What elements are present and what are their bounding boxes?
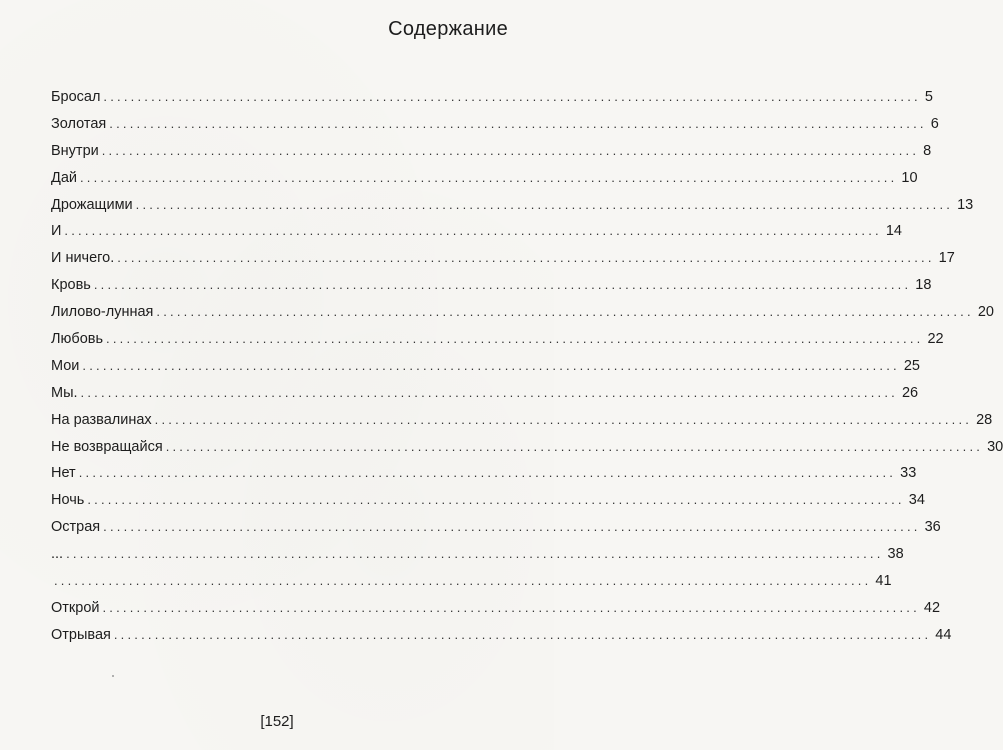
toc-entry-title: Любовь bbox=[51, 331, 104, 348]
toc-entry bbox=[51, 111, 939, 138]
table-of-contents bbox=[51, 84, 1003, 649]
toc-dot-leader: ........................................................................................................................ bbox=[117, 250, 935, 266]
toc-entry bbox=[51, 218, 902, 245]
toc-dot-leader: ........................................................................................................................ bbox=[106, 331, 924, 347]
toc-dot-leader: ........................................................................................................................ bbox=[154, 411, 973, 427]
toc-entry-title: Мы. bbox=[51, 384, 78, 401]
toc-entry bbox=[51, 514, 941, 541]
toc-entry-page: 5 bbox=[924, 89, 933, 105]
toc-entry bbox=[51, 138, 932, 165]
toc-entry bbox=[51, 407, 993, 434]
toc-entry-title: Отрывая bbox=[51, 626, 111, 643]
toc-entry-page: 13 bbox=[957, 196, 974, 213]
toc-dot-leader: ........................................................................................................................ bbox=[66, 546, 884, 562]
toc-dot-leader: ........................................................................................................................ bbox=[156, 304, 974, 320]
toc-entry bbox=[51, 272, 932, 299]
toc-dot-leader: ........................................................................................................................ bbox=[101, 142, 920, 158]
toc-entry-title: Ночь bbox=[51, 492, 85, 509]
toc-entry-title: И bbox=[51, 223, 62, 240]
toc-entry bbox=[51, 380, 919, 407]
toc-entry bbox=[51, 165, 918, 192]
toc-entry-title: Открой bbox=[51, 599, 100, 616]
paper-speck bbox=[112, 675, 114, 677]
toc-entry bbox=[51, 434, 1003, 461]
toc-entry-title: Мои bbox=[51, 357, 80, 374]
toc-entry bbox=[51, 595, 941, 622]
toc-entry-title: Золотая bbox=[51, 115, 107, 132]
toc-dot-leader: ........................................................................................................................ bbox=[79, 169, 898, 185]
toc-entry-title: Острая bbox=[51, 519, 101, 536]
toc-dot-leader: ........................................................................................................................ bbox=[102, 599, 920, 615]
toc-dot-leader: ........................................................................................................................ bbox=[87, 492, 905, 508]
toc-entry-page: 14 bbox=[885, 223, 902, 240]
toc-dot-leader: ........................................................................................................................ bbox=[80, 384, 898, 400]
toc-dot-leader: ........................................................................................................................ bbox=[93, 277, 912, 293]
toc-entry-page: 18 bbox=[915, 277, 932, 294]
toc-dot-leader: ........................................................................................................................ bbox=[78, 465, 897, 481]
toc-entry bbox=[51, 541, 904, 568]
toc-dot-leader: ........................................................................................................................ bbox=[113, 626, 932, 642]
toc-entry-title: Дрожащими bbox=[51, 196, 133, 213]
toc-dot-leader: ........................................................................................................................ bbox=[103, 519, 921, 535]
toc-entry-page: 25 bbox=[903, 357, 920, 374]
toc-entry bbox=[51, 622, 952, 649]
toc-entry-page: 8 bbox=[923, 142, 932, 159]
toc-entry-page: 10 bbox=[901, 169, 918, 186]
toc-entry-title: Дай bbox=[51, 169, 77, 186]
toc-entry bbox=[51, 192, 974, 219]
toc-entry-title: Нет bbox=[51, 465, 76, 482]
toc-entry-page: 42 bbox=[923, 599, 941, 616]
toc-dot-leader: ........................................................................................................................ bbox=[135, 196, 954, 212]
toc-entry-page: 28 bbox=[976, 411, 993, 428]
toc-entry-page: 36 bbox=[924, 519, 941, 536]
toc-entry bbox=[51, 460, 917, 487]
toc-entry bbox=[51, 353, 920, 380]
toc-entry bbox=[51, 568, 892, 595]
toc-entry-page: 30 bbox=[987, 438, 1003, 455]
toc-dot-leader: ........................................................................................................................ bbox=[64, 223, 882, 239]
toc-dot-leader: ........................................................................................................................ bbox=[103, 89, 921, 104]
toc-entry-title: Внутри bbox=[51, 142, 99, 159]
toc-entry-title: Кровь bbox=[51, 277, 91, 294]
toc-entry bbox=[51, 487, 925, 514]
toc-entry bbox=[51, 299, 994, 326]
toc-dot-leader: ........................................................................................................................ bbox=[82, 357, 900, 373]
toc-entry-title: Лилово-лунная bbox=[51, 304, 154, 321]
toc-entry-page: 41 bbox=[875, 573, 892, 590]
toc-entry-page: 44 bbox=[935, 626, 952, 643]
toc-entry-page: 38 bbox=[887, 546, 904, 563]
toc-entry bbox=[51, 84, 933, 111]
page-number: [152] bbox=[260, 713, 294, 730]
toc-entry-page: 26 bbox=[901, 384, 919, 401]
page-title: Содержание bbox=[388, 18, 508, 40]
toc-entry bbox=[51, 245, 955, 272]
toc-dot-leader: ........................................................................................................................ bbox=[165, 438, 984, 454]
toc-entry-title: ... bbox=[51, 546, 64, 563]
toc-entry-title: На развалинах bbox=[51, 411, 152, 428]
toc-entry-page: 34 bbox=[908, 492, 925, 509]
toc-entry bbox=[51, 326, 944, 353]
toc-entry-title: Не возвращайся bbox=[51, 438, 163, 455]
toc-entry-page: 6 bbox=[930, 115, 939, 132]
toc-entry-page: 22 bbox=[927, 331, 944, 348]
toc-dot-leader: ........................................................................................................................ bbox=[54, 573, 872, 589]
toc-entry-page: 20 bbox=[977, 304, 994, 321]
toc-entry-title: Бросал bbox=[51, 89, 101, 105]
toc-entry-page: 33 bbox=[900, 465, 917, 482]
toc-dot-leader: ........................................................................................................................ bbox=[109, 115, 927, 131]
toc-entry-page: 17 bbox=[938, 250, 955, 267]
toc-entry-title: И ничего. bbox=[51, 250, 115, 267]
